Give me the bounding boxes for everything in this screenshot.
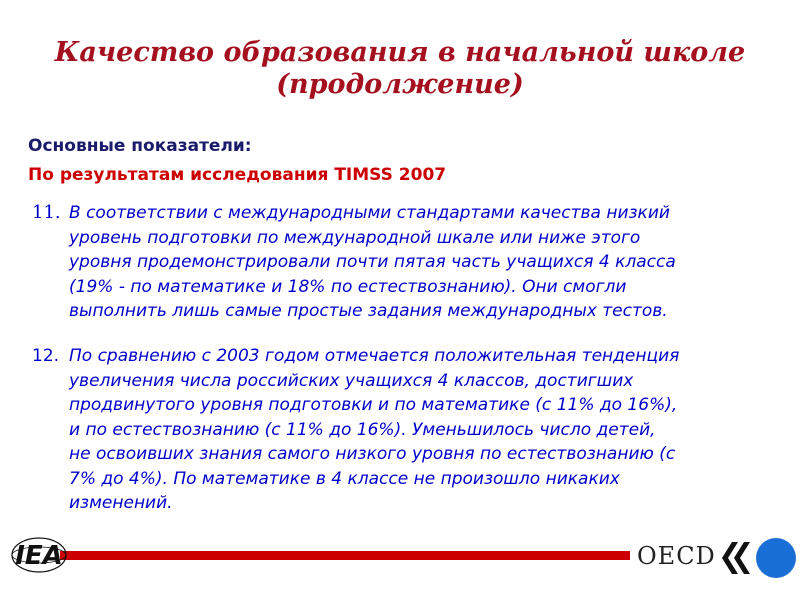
footer-divider-bar xyxy=(60,551,630,560)
list-item-line: (19% - по математике и 18% по естествознанию). Они смогли xyxy=(69,276,627,297)
list-item-line: В соответствии с международными стандартами качества низкий xyxy=(69,203,670,223)
oecd-logo-text: OECD xyxy=(637,542,716,570)
slide-title-line-1: Качество образования в начальной школе xyxy=(54,37,746,68)
list-item-number: 11. xyxy=(32,202,61,223)
subheading: Основные показатели: xyxy=(28,136,252,156)
list-item xyxy=(32,201,772,324)
list-item-line: По сравнению с 2003 годом отмечается положительная тенденция xyxy=(69,346,680,366)
oecd-logo-mark xyxy=(718,536,798,582)
list-item-line: не освоивших знания самого низкого уровня по естествознанию (с xyxy=(69,444,676,464)
list-item-text xyxy=(69,344,772,516)
list-item-line: 7% до 4%). По математике в 4 классе не произошло никаких xyxy=(69,468,620,489)
list-item-line: изменений. xyxy=(69,493,173,513)
slide-title xyxy=(0,37,800,101)
list-item-text xyxy=(69,201,772,324)
subheading-source: По результатам исследования TIMSS 2007 xyxy=(28,165,447,185)
list-item-line: увеличения числа российских учащихся 4 классов, достигших xyxy=(69,370,634,391)
list-item xyxy=(32,344,772,516)
list-item-line: продвинутого уровня подготовки и по математике (с 11% до 16%), xyxy=(69,395,678,415)
iea-logo-text: IEA xyxy=(15,541,63,571)
slide-title-line-2: (продолжение) xyxy=(276,69,524,100)
list-item-line: выполнить лишь самые простые задания международных тестов. xyxy=(69,301,668,321)
iea-logo xyxy=(8,535,70,575)
list-item-line: и по естествознанию (с 11% до 16%). Уменьшилось число детей, xyxy=(69,419,656,440)
list-item-number: 12. xyxy=(32,346,60,366)
list-item-line: уровень подготовки по международной шкале или ниже этого xyxy=(69,227,641,248)
list-item-line: уровня продемонстрировали почти пятая часть учащихся 4 класса xyxy=(69,252,676,272)
